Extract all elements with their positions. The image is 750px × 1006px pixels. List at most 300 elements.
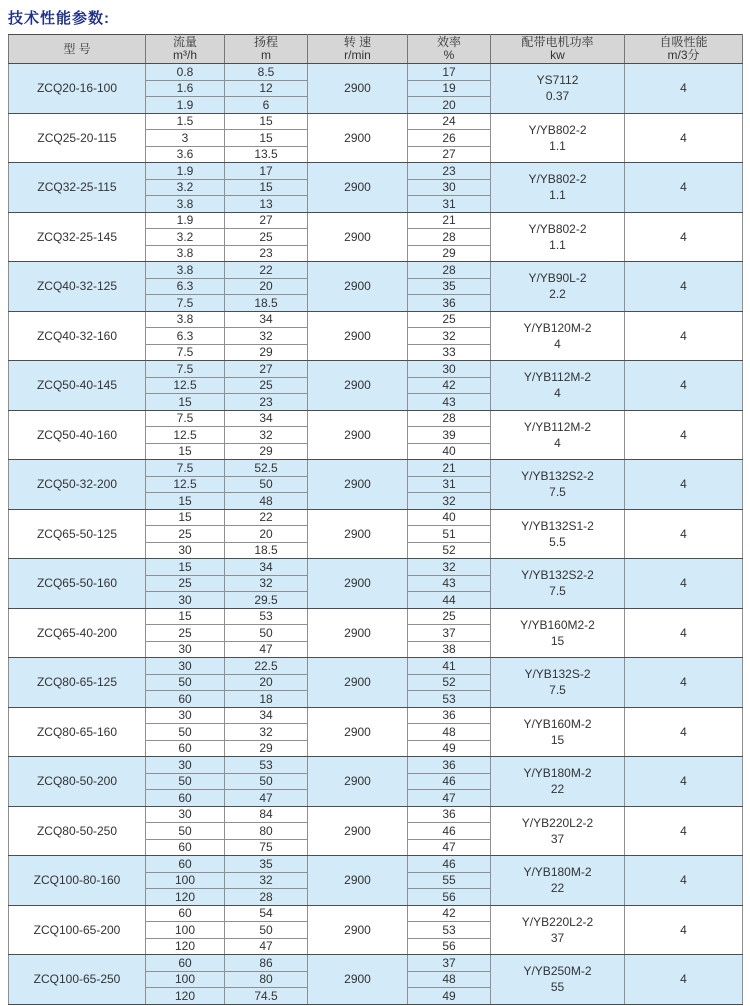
motor-model: Y/YB802-2: [528, 122, 587, 137]
table-header: [9, 35, 743, 64]
page-title: 技术性能参数:: [8, 10, 110, 27]
flow-cell: 30: [146, 806, 225, 823]
motor-model: Y/YB250M-2: [523, 964, 592, 979]
model-cell: ZCQ20-16-100: [9, 64, 146, 114]
motor-cell: [491, 262, 625, 312]
flow-cell: 1.9: [146, 163, 225, 180]
efficiency-cell: 37: [408, 955, 491, 972]
column-header-speed: 转 速 r/min: [308, 35, 408, 64]
self-priming-cell: 4: [625, 212, 743, 262]
head-cell: 32: [225, 872, 308, 889]
head-cell: 29.5: [225, 592, 308, 609]
motor-model: Y/YB802-2: [528, 172, 587, 187]
efficiency-cell: 40: [408, 443, 491, 460]
column-header-motor-power: 配带电机功率 kw: [491, 35, 625, 64]
motor-kw: 37: [550, 930, 565, 945]
model-cell: ZCQ65-50-160: [9, 559, 146, 609]
efficiency-cell: 28: [408, 262, 491, 279]
flow-cell: 60: [146, 856, 225, 873]
head-cell: 47: [225, 938, 308, 955]
flow-cell: 6.3: [146, 278, 225, 295]
flow-cell: 3.8: [146, 311, 225, 328]
flow-cell: 25: [146, 625, 225, 642]
flow-cell: 30: [146, 641, 225, 658]
flow-cell: 1.9: [146, 212, 225, 229]
head-cell: 25: [225, 229, 308, 246]
flow-cell: 15: [146, 608, 225, 625]
flow-cell: 30: [146, 757, 225, 774]
head-cell: 15: [225, 130, 308, 147]
flow-cell: 3: [146, 130, 225, 147]
motor-model: Y/YB220L2-2: [521, 914, 594, 929]
flow-cell: 60: [146, 790, 225, 807]
head-cell: 20: [225, 526, 308, 543]
efficiency-cell: 21: [408, 460, 491, 477]
flow-cell: 30: [146, 707, 225, 724]
efficiency-cell: 32: [408, 493, 491, 510]
flow-cell: 0.8: [146, 64, 225, 81]
motor-kw: 22: [550, 881, 565, 896]
efficiency-cell: 51: [408, 526, 491, 543]
head-cell: 50: [225, 625, 308, 642]
efficiency-cell: 49: [408, 740, 491, 757]
efficiency-cell: 41: [408, 658, 491, 675]
model-cell: ZCQ100-65-250: [9, 955, 146, 1005]
motor-model: Y/YB90L-2: [528, 271, 587, 286]
flow-cell: 6.3: [146, 328, 225, 345]
flow-cell: 3.2: [146, 179, 225, 196]
model-cell: ZCQ80-50-200: [9, 757, 146, 807]
speed-cell: 2900: [308, 311, 408, 361]
efficiency-cell: 46: [408, 856, 491, 873]
motor-cell: [491, 757, 625, 807]
efficiency-cell: 36: [408, 757, 491, 774]
self-priming-cell: 4: [625, 806, 743, 856]
motor-kw: 1.1: [549, 138, 566, 153]
speed-cell: 2900: [308, 64, 408, 114]
motor-cell: [491, 212, 625, 262]
head-cell: 29: [225, 344, 308, 361]
motor-model: Y/YB132S-2: [524, 667, 591, 682]
motor-cell: [491, 361, 625, 411]
efficiency-cell: 19: [408, 80, 491, 97]
model-cell: ZCQ50-40-145: [9, 361, 146, 411]
head-cell: 15: [225, 113, 308, 130]
flow-cell: 60: [146, 740, 225, 757]
model-cell: ZCQ32-25-115: [9, 163, 146, 213]
motor-cell: [491, 905, 625, 955]
speed-cell: 2900: [308, 460, 408, 510]
head-cell: 29: [225, 740, 308, 757]
motor-kw: 37: [550, 831, 565, 846]
motor-cell: [491, 806, 625, 856]
speed-cell: 2900: [308, 163, 408, 213]
head-cell: 23: [225, 394, 308, 411]
column-header-efficiency: 效率 %: [408, 35, 491, 64]
head-cell: 32: [225, 724, 308, 741]
model-cell: ZCQ25-20-115: [9, 113, 146, 163]
efficiency-cell: 23: [408, 163, 491, 180]
model-cell: ZCQ80-65-125: [9, 658, 146, 708]
flow-cell: 15: [146, 509, 225, 526]
head-cell: 22.5: [225, 658, 308, 675]
motor-model: Y/YB132S1-2: [521, 518, 594, 533]
head-cell: 6: [225, 97, 308, 114]
speed-cell: 2900: [308, 806, 408, 856]
column-header-self-priming: 自吸性能 m/3分: [625, 35, 743, 64]
speed-cell: 2900: [308, 509, 408, 559]
model-cell: ZCQ65-50-125: [9, 509, 146, 559]
efficiency-cell: 28: [408, 410, 491, 427]
motor-kw: 0.37: [545, 89, 570, 104]
head-cell: 50: [225, 476, 308, 493]
table-row: [9, 509, 743, 526]
efficiency-cell: 26: [408, 130, 491, 147]
efficiency-cell: 48: [408, 724, 491, 741]
flow-cell: 1.6: [146, 80, 225, 97]
table-row: [9, 559, 743, 576]
table-row: [9, 658, 743, 675]
efficiency-cell: 46: [408, 773, 491, 790]
self-priming-cell: 4: [625, 113, 743, 163]
efficiency-cell: 56: [408, 889, 491, 906]
head-cell: 34: [225, 559, 308, 576]
flow-cell: 50: [146, 724, 225, 741]
speed-cell: 2900: [308, 856, 408, 906]
flow-cell: 3.8: [146, 196, 225, 213]
head-cell: 20: [225, 674, 308, 691]
self-priming-cell: 4: [625, 163, 743, 213]
flow-cell: 50: [146, 823, 225, 840]
speed-cell: 2900: [308, 559, 408, 609]
model-cell: ZCQ80-65-160: [9, 707, 146, 757]
motor-model: Y/YB180M-2: [523, 865, 592, 880]
flow-cell: 25: [146, 575, 225, 592]
model-cell: ZCQ40-32-125: [9, 262, 146, 312]
head-cell: 8.5: [225, 64, 308, 81]
flow-cell: 15: [146, 394, 225, 411]
efficiency-cell: 36: [408, 707, 491, 724]
head-cell: 80: [225, 971, 308, 988]
motor-kw: 4: [554, 435, 561, 450]
flow-cell: 15: [146, 443, 225, 460]
motor-kw: 55: [550, 980, 565, 995]
head-cell: 18.5: [225, 295, 308, 312]
flow-cell: 15: [146, 493, 225, 510]
head-cell: 86: [225, 955, 308, 972]
flow-cell: 60: [146, 691, 225, 708]
motor-kw: 7.5: [549, 683, 566, 698]
efficiency-cell: 30: [408, 179, 491, 196]
efficiency-cell: 31: [408, 476, 491, 493]
efficiency-cell: 42: [408, 905, 491, 922]
head-cell: 28: [225, 889, 308, 906]
flow-cell: 60: [146, 955, 225, 972]
efficiency-cell: 33: [408, 344, 491, 361]
flow-cell: 50: [146, 773, 225, 790]
self-priming-cell: 4: [625, 410, 743, 460]
speed-cell: 2900: [308, 410, 408, 460]
head-cell: 84: [225, 806, 308, 823]
speed-cell: 2900: [308, 905, 408, 955]
efficiency-cell: 56: [408, 938, 491, 955]
motor-cell: [491, 311, 625, 361]
head-cell: 50: [225, 922, 308, 939]
self-priming-cell: 4: [625, 311, 743, 361]
table-row: [9, 163, 743, 180]
efficiency-cell: 30: [408, 361, 491, 378]
motor-cell: [491, 113, 625, 163]
efficiency-cell: 35: [408, 278, 491, 295]
speed-cell: 2900: [308, 262, 408, 312]
motor-kw: 22: [550, 782, 565, 797]
efficiency-cell: 36: [408, 295, 491, 312]
model-cell: ZCQ50-40-160: [9, 410, 146, 460]
motor-kw: 1.1: [549, 237, 566, 252]
efficiency-cell: 43: [408, 394, 491, 411]
flow-cell: 60: [146, 839, 225, 856]
efficiency-cell: 17: [408, 64, 491, 81]
efficiency-cell: 27: [408, 146, 491, 163]
head-cell: 18: [225, 691, 308, 708]
motor-kw: 2.2: [549, 287, 566, 302]
head-cell: 74.5: [225, 988, 308, 1005]
table-row: [9, 361, 743, 378]
motor-cell: [491, 460, 625, 510]
efficiency-cell: 47: [408, 839, 491, 856]
motor-kw: 15: [550, 732, 565, 747]
motor-cell: [491, 559, 625, 609]
self-priming-cell: 4: [625, 509, 743, 559]
flow-cell: 7.5: [146, 410, 225, 427]
self-priming-cell: 4: [625, 856, 743, 906]
flow-cell: 100: [146, 922, 225, 939]
efficiency-cell: 32: [408, 328, 491, 345]
efficiency-cell: 37: [408, 625, 491, 642]
table-body: [9, 64, 743, 1005]
model-cell: ZCQ50-32-200: [9, 460, 146, 510]
motor-model: Y/YB112M-2: [523, 370, 592, 385]
specs-table: [8, 34, 743, 1005]
motor-model: Y/YB120M-2: [523, 320, 592, 335]
flow-cell: 12.5: [146, 476, 225, 493]
motor-kw: 5.5: [549, 534, 566, 549]
flow-cell: 100: [146, 872, 225, 889]
flow-cell: 1.9: [146, 97, 225, 114]
self-priming-cell: 4: [625, 361, 743, 411]
efficiency-cell: 25: [408, 608, 491, 625]
self-priming-cell: 4: [625, 608, 743, 658]
self-priming-cell: 4: [625, 905, 743, 955]
efficiency-cell: 46: [408, 823, 491, 840]
motor-cell: [491, 955, 625, 1005]
flow-cell: 12.5: [146, 377, 225, 394]
motor-cell: [491, 658, 625, 708]
table-row: [9, 113, 743, 130]
head-cell: 12: [225, 80, 308, 97]
motor-model: Y/YB132S2-2: [521, 469, 594, 484]
efficiency-cell: 20: [408, 97, 491, 114]
flow-cell: 12.5: [146, 427, 225, 444]
motor-model: Y/YB160M-2: [523, 716, 592, 731]
self-priming-cell: 4: [625, 955, 743, 1005]
efficiency-cell: 53: [408, 691, 491, 708]
efficiency-cell: 52: [408, 674, 491, 691]
head-cell: 32: [225, 575, 308, 592]
table-row: [9, 856, 743, 873]
efficiency-cell: 48: [408, 971, 491, 988]
self-priming-cell: 4: [625, 757, 743, 807]
header-row: [9, 35, 743, 64]
flow-cell: 120: [146, 988, 225, 1005]
efficiency-cell: 28: [408, 229, 491, 246]
motor-model: Y/YB220L2-2: [521, 815, 594, 830]
model-cell: ZCQ32-25-145: [9, 212, 146, 262]
efficiency-cell: 36: [408, 806, 491, 823]
efficiency-cell: 44: [408, 592, 491, 609]
motor-model: Y/YB160M2-2: [520, 617, 595, 632]
table-row: [9, 955, 743, 972]
model-cell: ZCQ65-40-200: [9, 608, 146, 658]
flow-cell: 50: [146, 674, 225, 691]
head-cell: 29: [225, 443, 308, 460]
head-cell: 50: [225, 773, 308, 790]
head-cell: 22: [225, 262, 308, 279]
flow-cell: 30: [146, 592, 225, 609]
speed-cell: 2900: [308, 955, 408, 1005]
table-row: [9, 460, 743, 477]
speed-cell: 2900: [308, 113, 408, 163]
motor-cell: [491, 856, 625, 906]
efficiency-cell: 52: [408, 542, 491, 559]
efficiency-cell: 24: [408, 113, 491, 130]
efficiency-cell: 49: [408, 988, 491, 1005]
flow-cell: 120: [146, 889, 225, 906]
head-cell: 18.5: [225, 542, 308, 559]
table-row: [9, 806, 743, 823]
flow-cell: 7.5: [146, 460, 225, 477]
motor-kw: 4: [554, 386, 561, 401]
table-row: [9, 64, 743, 81]
efficiency-cell: 31: [408, 196, 491, 213]
flow-cell: 7.5: [146, 295, 225, 312]
flow-cell: 30: [146, 542, 225, 559]
head-cell: 32: [225, 328, 308, 345]
head-cell: 53: [225, 608, 308, 625]
head-cell: 25: [225, 377, 308, 394]
motor-model: YS7112: [536, 73, 579, 88]
motor-cell: [491, 410, 625, 460]
motor-cell: [491, 163, 625, 213]
flow-cell: 60: [146, 905, 225, 922]
motor-kw: 1.1: [549, 188, 566, 203]
head-cell: 34: [225, 410, 308, 427]
flow-cell: 7.5: [146, 344, 225, 361]
model-cell: ZCQ40-32-160: [9, 311, 146, 361]
head-cell: 27: [225, 212, 308, 229]
table-row: [9, 410, 743, 427]
efficiency-cell: 39: [408, 427, 491, 444]
flow-cell: 30: [146, 658, 225, 675]
head-cell: 13.5: [225, 146, 308, 163]
motor-cell: [491, 509, 625, 559]
head-cell: 17: [225, 163, 308, 180]
speed-cell: 2900: [308, 658, 408, 708]
head-cell: 20: [225, 278, 308, 295]
head-cell: 35: [225, 856, 308, 873]
head-cell: 22: [225, 509, 308, 526]
column-header-model: 型 号: [9, 35, 146, 64]
motor-cell: [491, 707, 625, 757]
head-cell: 75: [225, 839, 308, 856]
head-cell: 32: [225, 427, 308, 444]
speed-cell: 2900: [308, 361, 408, 411]
column-header-head: 扬程 m: [225, 35, 308, 64]
self-priming-cell: 4: [625, 64, 743, 114]
motor-cell: [491, 64, 625, 114]
self-priming-cell: 4: [625, 658, 743, 708]
table-row: [9, 905, 743, 922]
motor-kw: 7.5: [549, 485, 566, 500]
motor-model: Y/YB112M-2: [523, 419, 592, 434]
efficiency-cell: 40: [408, 509, 491, 526]
head-cell: 53: [225, 757, 308, 774]
model-cell: ZCQ100-65-200: [9, 905, 146, 955]
head-cell: 13: [225, 196, 308, 213]
flow-cell: 3.8: [146, 245, 225, 262]
efficiency-cell: 29: [408, 245, 491, 262]
efficiency-cell: 21: [408, 212, 491, 229]
model-cell: ZCQ80-50-250: [9, 806, 146, 856]
table-row: [9, 212, 743, 229]
speed-cell: 2900: [308, 608, 408, 658]
flow-cell: 15: [146, 559, 225, 576]
self-priming-cell: 4: [625, 460, 743, 510]
head-cell: 27: [225, 361, 308, 378]
flow-cell: 3.6: [146, 146, 225, 163]
efficiency-cell: 53: [408, 922, 491, 939]
efficiency-cell: 43: [408, 575, 491, 592]
head-cell: 15: [225, 179, 308, 196]
column-header-flow: 流量 m³/h: [146, 35, 225, 64]
head-cell: 23: [225, 245, 308, 262]
head-cell: 34: [225, 707, 308, 724]
efficiency-cell: 32: [408, 559, 491, 576]
motor-model: Y/YB802-2: [528, 221, 587, 236]
motor-model: Y/YB180M-2: [523, 766, 592, 781]
head-cell: 47: [225, 641, 308, 658]
head-cell: 52.5: [225, 460, 308, 477]
speed-cell: 2900: [308, 757, 408, 807]
flow-cell: 25: [146, 526, 225, 543]
head-cell: 47: [225, 790, 308, 807]
table-row: [9, 311, 743, 328]
efficiency-cell: 55: [408, 872, 491, 889]
table-row: [9, 757, 743, 774]
head-cell: 48: [225, 493, 308, 510]
head-cell: 34: [225, 311, 308, 328]
table-row: [9, 262, 743, 279]
flow-cell: 3.8: [146, 262, 225, 279]
speed-cell: 2900: [308, 212, 408, 262]
flow-cell: 7.5: [146, 361, 225, 378]
efficiency-cell: 47: [408, 790, 491, 807]
head-cell: 54: [225, 905, 308, 922]
efficiency-cell: 42: [408, 377, 491, 394]
model-cell: ZCQ100-80-160: [9, 856, 146, 906]
efficiency-cell: 25: [408, 311, 491, 328]
table-row: [9, 608, 743, 625]
